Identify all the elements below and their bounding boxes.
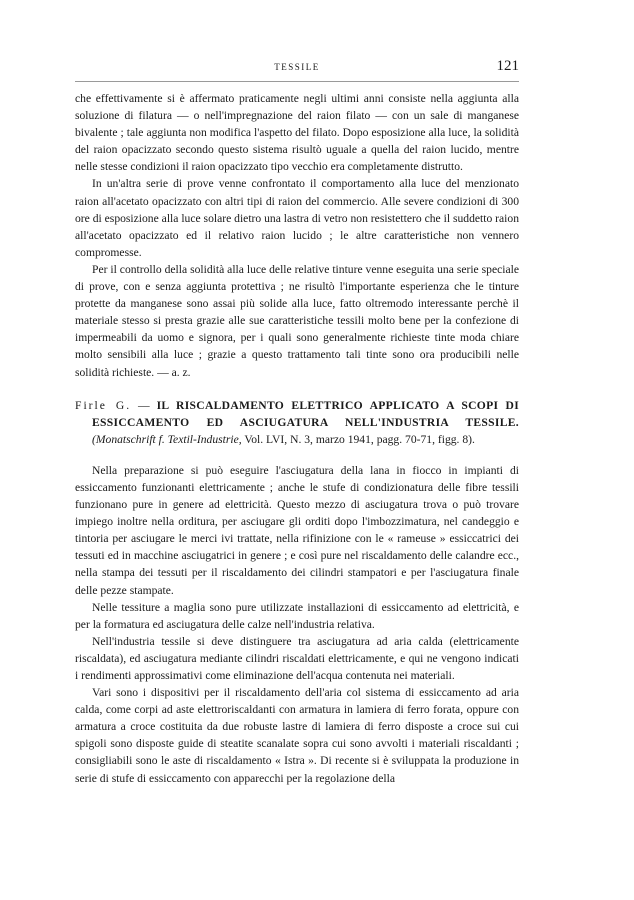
- paragraph: che effettivamente si è affermato praticamente negli ultimi anni consiste nella aggiunta alla soluzione di filatura — o nell'impregnazione del raion filato — con un sale di manganese bivalente ; tale aggiunta non modifica l'aspetto del filato. Dopo esposizione alla luce, la solidità del raion opacizzato secondo questo sistema risultò uguale a quella del raion lucido, mentre nelle stesse condizioni il raion opacizzato tipo vecchio era completamente distrutto.: [75, 92, 519, 174]
- article-source: (Monatschrift f. Textil-Industrie,: [92, 432, 242, 446]
- heading-dash: —: [131, 398, 157, 412]
- paragraph: Nella preparazione si può eseguire l'asciugatura della lana in fiocco in impianti di essiccamento funzionanti elettricamente ; anche le stufe di condizionatura delle fibre tessili funzionano pure in genere ad elettricità. Questo mezzo di asciugatura trova o può trovare impiego inoltre nella orditura, per asciugare gli orditi dopo l'imbozzimatura, nel candeggio e tintoria per asciugare le merci ivi trattate, nella rifinizione con le « rameuse » essiccatrici dei tessuti ed in macchine asciugatrici in genere ; e così pure nel riscaldamento delle calandre ecc., nella stampa dei tessuti per il riscaldamento dei cilindri stampatori e per l'asciugatura finale delle pezze stampate.: [75, 463, 519, 597]
- running-header: [75, 60, 519, 78]
- header-rule: [75, 81, 519, 82]
- page-number: 121: [496, 58, 519, 74]
- intro-section: [75, 90, 519, 381]
- article-heading: [75, 397, 519, 448]
- paragraph: Nell'industria tessile si deve distinguere tra asciugatura ad aria calda (elettricamente riscaldata), ed asciugatura mediante cilindri riscaldati elettricamente, e qui ne vengono indicati i rendimenti approssimativi come eliminazione dell'acqua contenuta nei materiali.: [75, 634, 519, 682]
- article-body: [75, 462, 519, 787]
- paragraph: Vari sono i dispositivi per il riscaldamento dell'aria col sistema di essiccamento ad aria calda, come corpi ad aste elettroriscaldanti con armatura in lamiera di ferro forata, oppure con armatura a croce costituita da due robuste lastre di lamiera di ferro disposte a croce sui cui spigoli sono disposte guide di steatite scanalate sopra cui sono avvolti i materiali riscaldanti ; consigliabili sono le aste di riscaldamento « Istra ». Di recente si è sviluppata la produzione in serie di stufe di essiccamento con apparecchi per la regolazione della: [75, 686, 519, 785]
- paragraph: Nelle tessiture a maglia sono pure utilizzate installazioni di essiccamento ad elettricità, e per la formatura ed asciugatura delle calze nell'industria relativa.: [75, 600, 519, 631]
- document-page: [75, 60, 519, 787]
- running-title: TESSILE: [274, 62, 320, 72]
- paragraph: Per il controllo della solidità alla luce delle relative tinture venne eseguita una serie speciale di prove, con e senza aggiunta protettiva ; ne risultò l'importante esperienza che le tinture protette da manganese sono assai più solide alla luce, fatto oltremodo interessante perchè il materiale stesso si presta grazie alle sue caratteristiche tessili molto bene per la confezione di impermeabili da uomo e signora, per i quali sono generalmente richieste tinte moda chiare molto sensibili alla luce ; grazie a questo trattamento tali tinte sono ora producibili nelle solidità richieste. — a. z.: [75, 262, 519, 379]
- article-title: IL RISCALDAMENTO ELETTRICO APPLICATO A SCOPI DI ESSICCAMENTO ED ASCIUGATURA NELL'INDUSTRIA TESSILE.: [92, 398, 520, 429]
- paragraph: In un'altra serie di prove venne confrontato il comportamento alla luce del menzionato raion all'acetato opacizzato con altri tipi di raion del commercio. Alle severe condizioni di 300 ore di esposizione alla luce solare dietro una lastra di vetro non resistettero che il suddetto raion all'acetato opacizzato ed il relativo raion lucido ; le altre caratteristiche non vennero compromesse.: [75, 177, 519, 259]
- article-citation: Vol. LVI, N. 3, marzo 1941, pagg. 70-71, figg. 8).: [244, 432, 475, 446]
- article-author: Firle G.: [75, 398, 132, 412]
